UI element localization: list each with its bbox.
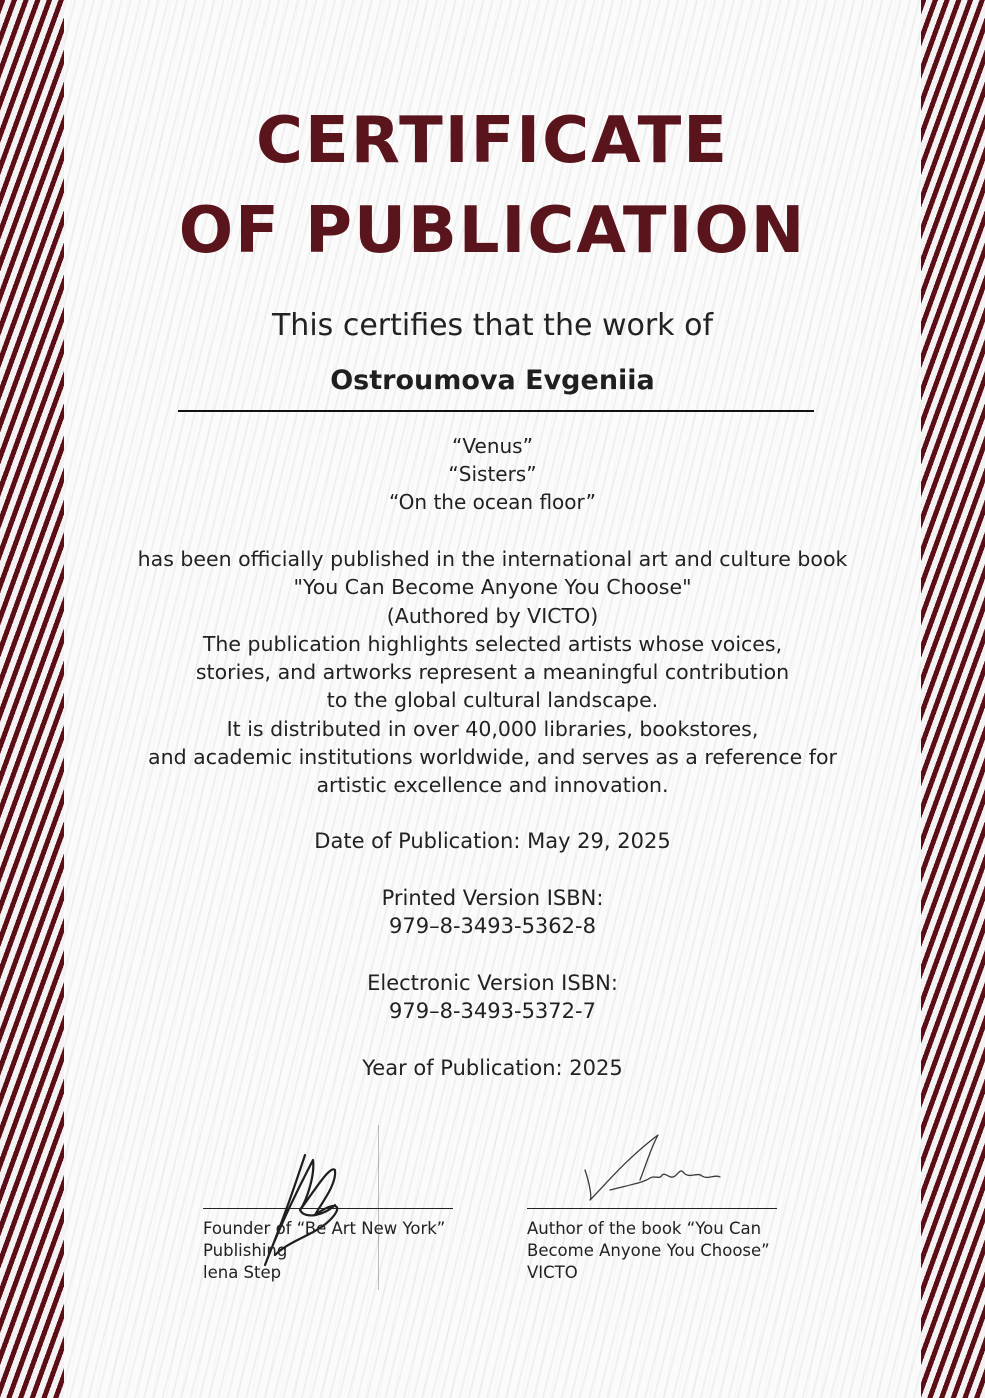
- printed-isbn-label: Printed Version ISBN:: [381, 886, 604, 910]
- publication-description: [110, 545, 875, 800]
- right-caption-line: Author of the book “You Can: [527, 1219, 762, 1238]
- certificate-title: [0, 96, 985, 276]
- year-of-publication: [0, 1054, 985, 1082]
- description-line: "You Can Become Anyone You Choose": [293, 575, 692, 600]
- work-title: “Sisters”: [448, 462, 537, 486]
- recipient-name: Ostroumova Evgeniia: [330, 365, 655, 396]
- left-caption-line: Publishing: [203, 1241, 288, 1260]
- left-caption-line: Founder of “Be Art New York”: [203, 1219, 446, 1238]
- electronic-isbn-value: 979–8-3493-5372-7: [389, 999, 596, 1023]
- right-caption-line: VICTO: [527, 1263, 578, 1282]
- title-line-1: CERTIFICATE: [256, 104, 729, 178]
- date-of-publication: [0, 827, 985, 855]
- description-line: It is distributed in over 40,000 libraries, bookstores,: [226, 716, 759, 741]
- year-of-publication-text: Year of Publication: 2025: [362, 1056, 623, 1080]
- description-line: artistic excellence and innovation.: [316, 773, 669, 798]
- title-line-2: OF PUBLICATION: [178, 194, 807, 268]
- date-of-publication-text: Date of Publication: May 29, 2025: [314, 829, 671, 853]
- right-caption-line: Become Anyone You Choose”: [527, 1241, 770, 1260]
- description-line: to the global cultural landscape.: [326, 688, 659, 713]
- name-underline: [178, 410, 814, 412]
- description-line: and academic institutions worldwide, and serves as a reference for: [148, 745, 837, 770]
- right-signature-mark: [580, 1130, 730, 1205]
- works-list: [0, 432, 985, 516]
- right-signature-caption: [527, 1218, 770, 1284]
- description-line: The publication highlights selected artists whose voices,: [202, 631, 783, 656]
- left-caption-line: lena Step: [203, 1263, 282, 1282]
- certifies-text: This certifies that the work of: [271, 308, 714, 343]
- electronic-isbn-block: [0, 969, 985, 1025]
- printed-isbn-value: 979–8-3493-5362-8: [389, 914, 596, 938]
- electronic-isbn-label: Electronic Version ISBN:: [367, 971, 618, 995]
- left-signature-caption: [203, 1218, 445, 1284]
- description-line: (Authored by VICTO): [386, 603, 599, 628]
- description-line: has been officially published in the international art and culture book: [137, 547, 848, 571]
- printed-isbn-block: [0, 884, 985, 940]
- work-title: “Venus”: [452, 434, 533, 458]
- description-line: stories, and artworks represent a meaningful contribution: [195, 660, 790, 685]
- work-title: “On the ocean floor”: [389, 490, 596, 514]
- right-signature-line: [527, 1208, 777, 1209]
